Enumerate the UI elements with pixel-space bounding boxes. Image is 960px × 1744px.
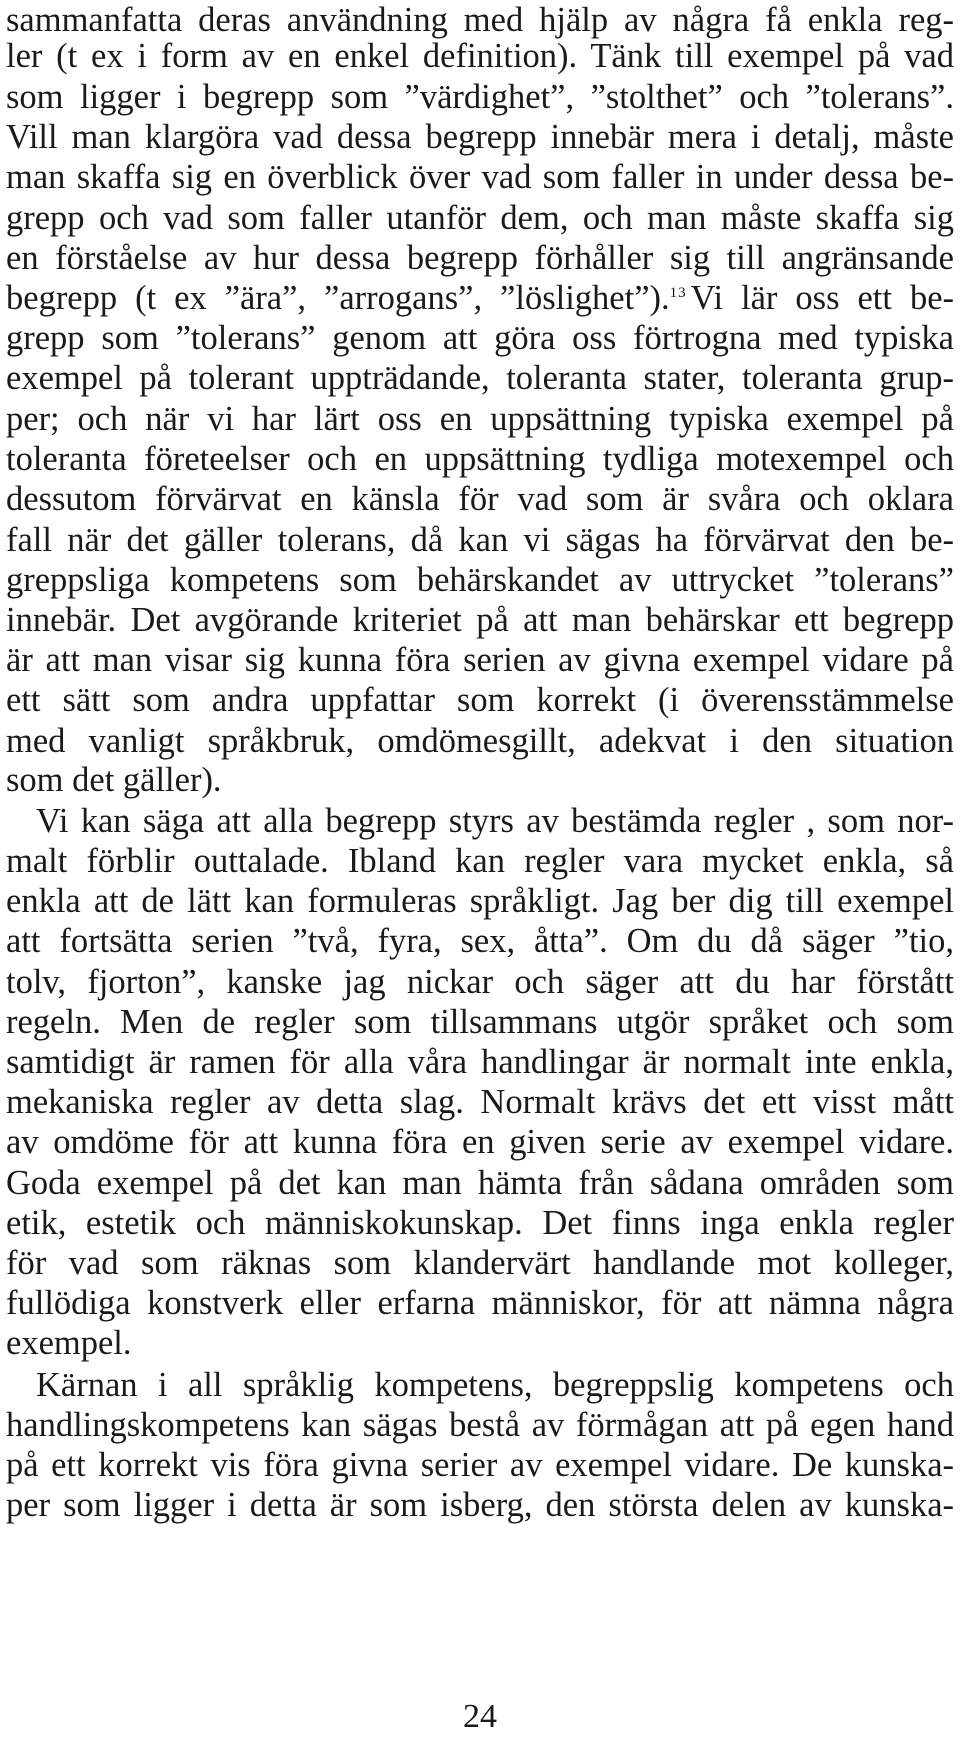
text-line-4: Vill man klargöra vad dessa begrepp innebär mera i detalj, måste (6, 118, 954, 156)
text-line-14: fall när det gäller tolerans, då kan vi sägas ha förvärvat den be- (6, 521, 954, 559)
text-line-35: Kärnan i all språklig kompetens, begreppslig kompetens och (36, 1366, 954, 1404)
text-line-29: av omdöme för att kunna föra en given serie av exempel vidare. (6, 1123, 954, 1161)
text-line-8 (6, 278, 954, 318)
text-line-21: Vi kan säga att alla begrepp styrs av bestämda regler , som nor- (36, 802, 954, 840)
text-line-13: dessutom förvärvat en känsla för vad som är svåra och oklara (6, 480, 954, 518)
text-line-20: som det gäller). (6, 761, 222, 799)
text-line-16: innebär. Det avgörande kriteriet på att man behärskar ett begrepp (6, 601, 954, 639)
text-line-9: grepp som ”tolerans” genom att göra oss förtrogna med typiska (6, 319, 954, 357)
text-line-32: för vad som räknas som klandervärt handlande mot kolleger, (6, 1244, 954, 1282)
text-line-24: att fortsätta serien ”två, fyra, sex, åtta”. Om du då säger ”tio, (6, 922, 954, 960)
text-line-17: är att man visar sig kunna föra serien av givna exempel vidare på (6, 641, 954, 679)
text-segment: Vi lär oss ett be- (690, 279, 955, 317)
footnote-marker: 13 (669, 284, 687, 301)
text-line-1: sammanfatta deras användning med hjälp av några få enkla reg- (6, 1, 954, 39)
text-line-11: per; och när vi har lärt oss en uppsättning typiska exempel på (6, 400, 954, 438)
text-line-28: mekaniska regler av detta slag. Normalt krävs det ett visst mått (6, 1083, 954, 1121)
text-line-18: ett sätt som andra uppfattar som korrekt (i överensstämmelse (6, 681, 954, 719)
text-line-19: med vanligt språkbruk, omdömesgillt, adekvat i den situation (6, 722, 954, 760)
text-line-37: på ett korrekt vis föra givna serier av exempel vidare. De kunska- (6, 1446, 954, 1484)
text-line-5: man skaffa sig en överblick över vad som faller in under dessa be- (6, 158, 954, 196)
text-line-38: per som ligger i detta är som isberg, den största delen av kunska- (6, 1486, 954, 1524)
text-line-22: malt förblir outtalade. Ibland kan regler vara mycket enkla, så (6, 842, 954, 880)
text-line-34: exempel. (6, 1324, 132, 1362)
text-line-12: toleranta företeelser och en uppsättning tydliga motexempel och (6, 440, 954, 478)
text-line-15: greppsliga kompetens som behärskandet av uttrycket ”tolerans” (6, 561, 954, 599)
text-line-3: som ligger i begrepp som ”värdighet”, ”stolthet” och ”tolerans”. (6, 78, 954, 116)
text-line-36: handlingskompetens kan sägas bestå av förmågan att på egen hand (6, 1406, 954, 1444)
text-line-31: etik, estetik och människokunskap. Det finns inga enkla regler (6, 1204, 954, 1242)
text-line-27: samtidigt är ramen för alla våra handlingar är normalt inte enkla, (6, 1043, 954, 1081)
text-line-2: ler (t ex i form av en enkel definition). Tänk till exempel på vad (6, 37, 954, 75)
text-line-10: exempel på tolerant uppträdande, toleranta stater, toleranta grup- (6, 359, 954, 397)
page-number: 24 (463, 1698, 497, 1735)
text-line-6: grepp och vad som faller utanför dem, och man måste skaffa sig (6, 199, 954, 237)
text-segment: begrepp (t ex ”ära”, ”arrogans”, ”löslighet”). (6, 279, 670, 317)
text-line-7: en förståelse av hur dessa begrepp förhåller sig till angränsande (6, 239, 954, 277)
text-line-33: fullödiga konstverk eller erfarna människor, för att nämna några (6, 1284, 954, 1322)
text-line-23: enkla att de lätt kan formuleras språkligt. Jag ber dig till exempel (6, 882, 954, 920)
text-line-30: Goda exempel på det kan man hämta från sådana områden som (6, 1164, 954, 1202)
text-line-26: regeln. Men de regler som tillsammans utgör språket och som (6, 1003, 954, 1041)
text-line-25: tolv, fjorton”, kanske jag nickar och säger att du har förstått (6, 963, 954, 1001)
